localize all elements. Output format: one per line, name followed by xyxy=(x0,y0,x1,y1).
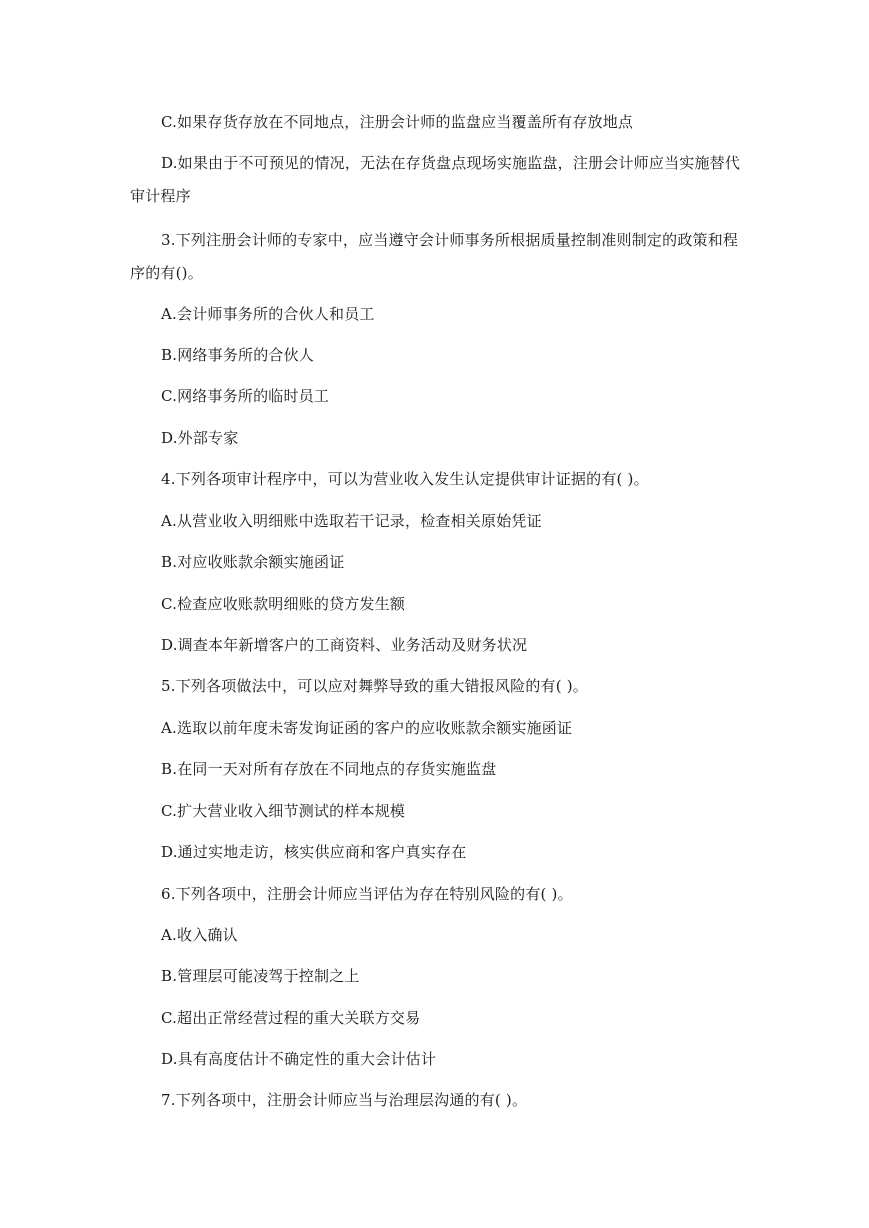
question-3: 3.下列注册会计师的专家中，应当遵守会计师事务所根据质量控制准则制定的政策和程 xyxy=(161,231,739,249)
question-5: 5.下列各项做法中，可以应对舞弊导致的重大错报风险的有( )。 xyxy=(161,677,588,695)
question-3-continued: 序的有()。 xyxy=(130,264,203,282)
question-4: 4.下列各项审计程序中，可以为营业收入发生认定提供审计证据的有( )。 xyxy=(161,470,649,488)
question-4-option-c: C.检查应收账款明细账的贷方发生额 xyxy=(161,595,406,613)
question-7: 7.下列各项中，注册会计师应当与治理层沟通的有( )。 xyxy=(161,1091,528,1109)
question-3-option-b: B.网络事务所的合伙人 xyxy=(161,346,314,364)
question-6-option-b: B.管理层可能凌驾于控制之上 xyxy=(161,967,360,985)
option-d-previous-continued: 审计程序 xyxy=(130,187,191,205)
question-6-option-c: C.超出正常经营过程的重大关联方交易 xyxy=(161,1009,421,1027)
question-6-option-d: D.具有高度估计不确定性的重大会计估计 xyxy=(161,1050,437,1068)
option-3c-previous: C.如果存货存放在不同地点，注册会计师的监盘应当覆盖所有存放地点 xyxy=(161,113,634,131)
question-6: 6.下列各项中，注册会计师应当评估为存在特别风险的有( )。 xyxy=(161,885,573,903)
question-3-option-d: D.外部专家 xyxy=(161,429,239,447)
question-5-option-d: D.通过实地走访，核实供应商和客户真实存在 xyxy=(161,843,467,861)
question-3-option-a: A.会计师事务所的合伙人和员工 xyxy=(161,305,375,323)
question-6-option-a: A.收入确认 xyxy=(161,926,238,944)
option-d-previous: D.如果由于不可预见的情况，无法在存货盘点现场实施监盘，注册会计师应当实施替代 xyxy=(161,154,741,172)
question-5-option-b: B.在同一天对所有存放在不同地点的存货实施监盘 xyxy=(161,760,497,778)
question-3-option-c: C.网络事务所的临时员工 xyxy=(161,387,330,405)
question-5-option-a: A.选取以前年度未寄发询证函的客户的应收账款余额实施函证 xyxy=(161,719,573,737)
question-4-option-d: D.调查本年新增客户的工商资料、业务活动及财务状况 xyxy=(161,636,528,654)
question-4-option-a: A.从营业收入明细账中选取若干记录，检查相关原始凭证 xyxy=(161,512,542,530)
question-4-option-b: B.对应收账款余额实施函证 xyxy=(161,553,345,571)
question-5-option-c: C.扩大营业收入细节测试的样本规模 xyxy=(161,802,406,820)
